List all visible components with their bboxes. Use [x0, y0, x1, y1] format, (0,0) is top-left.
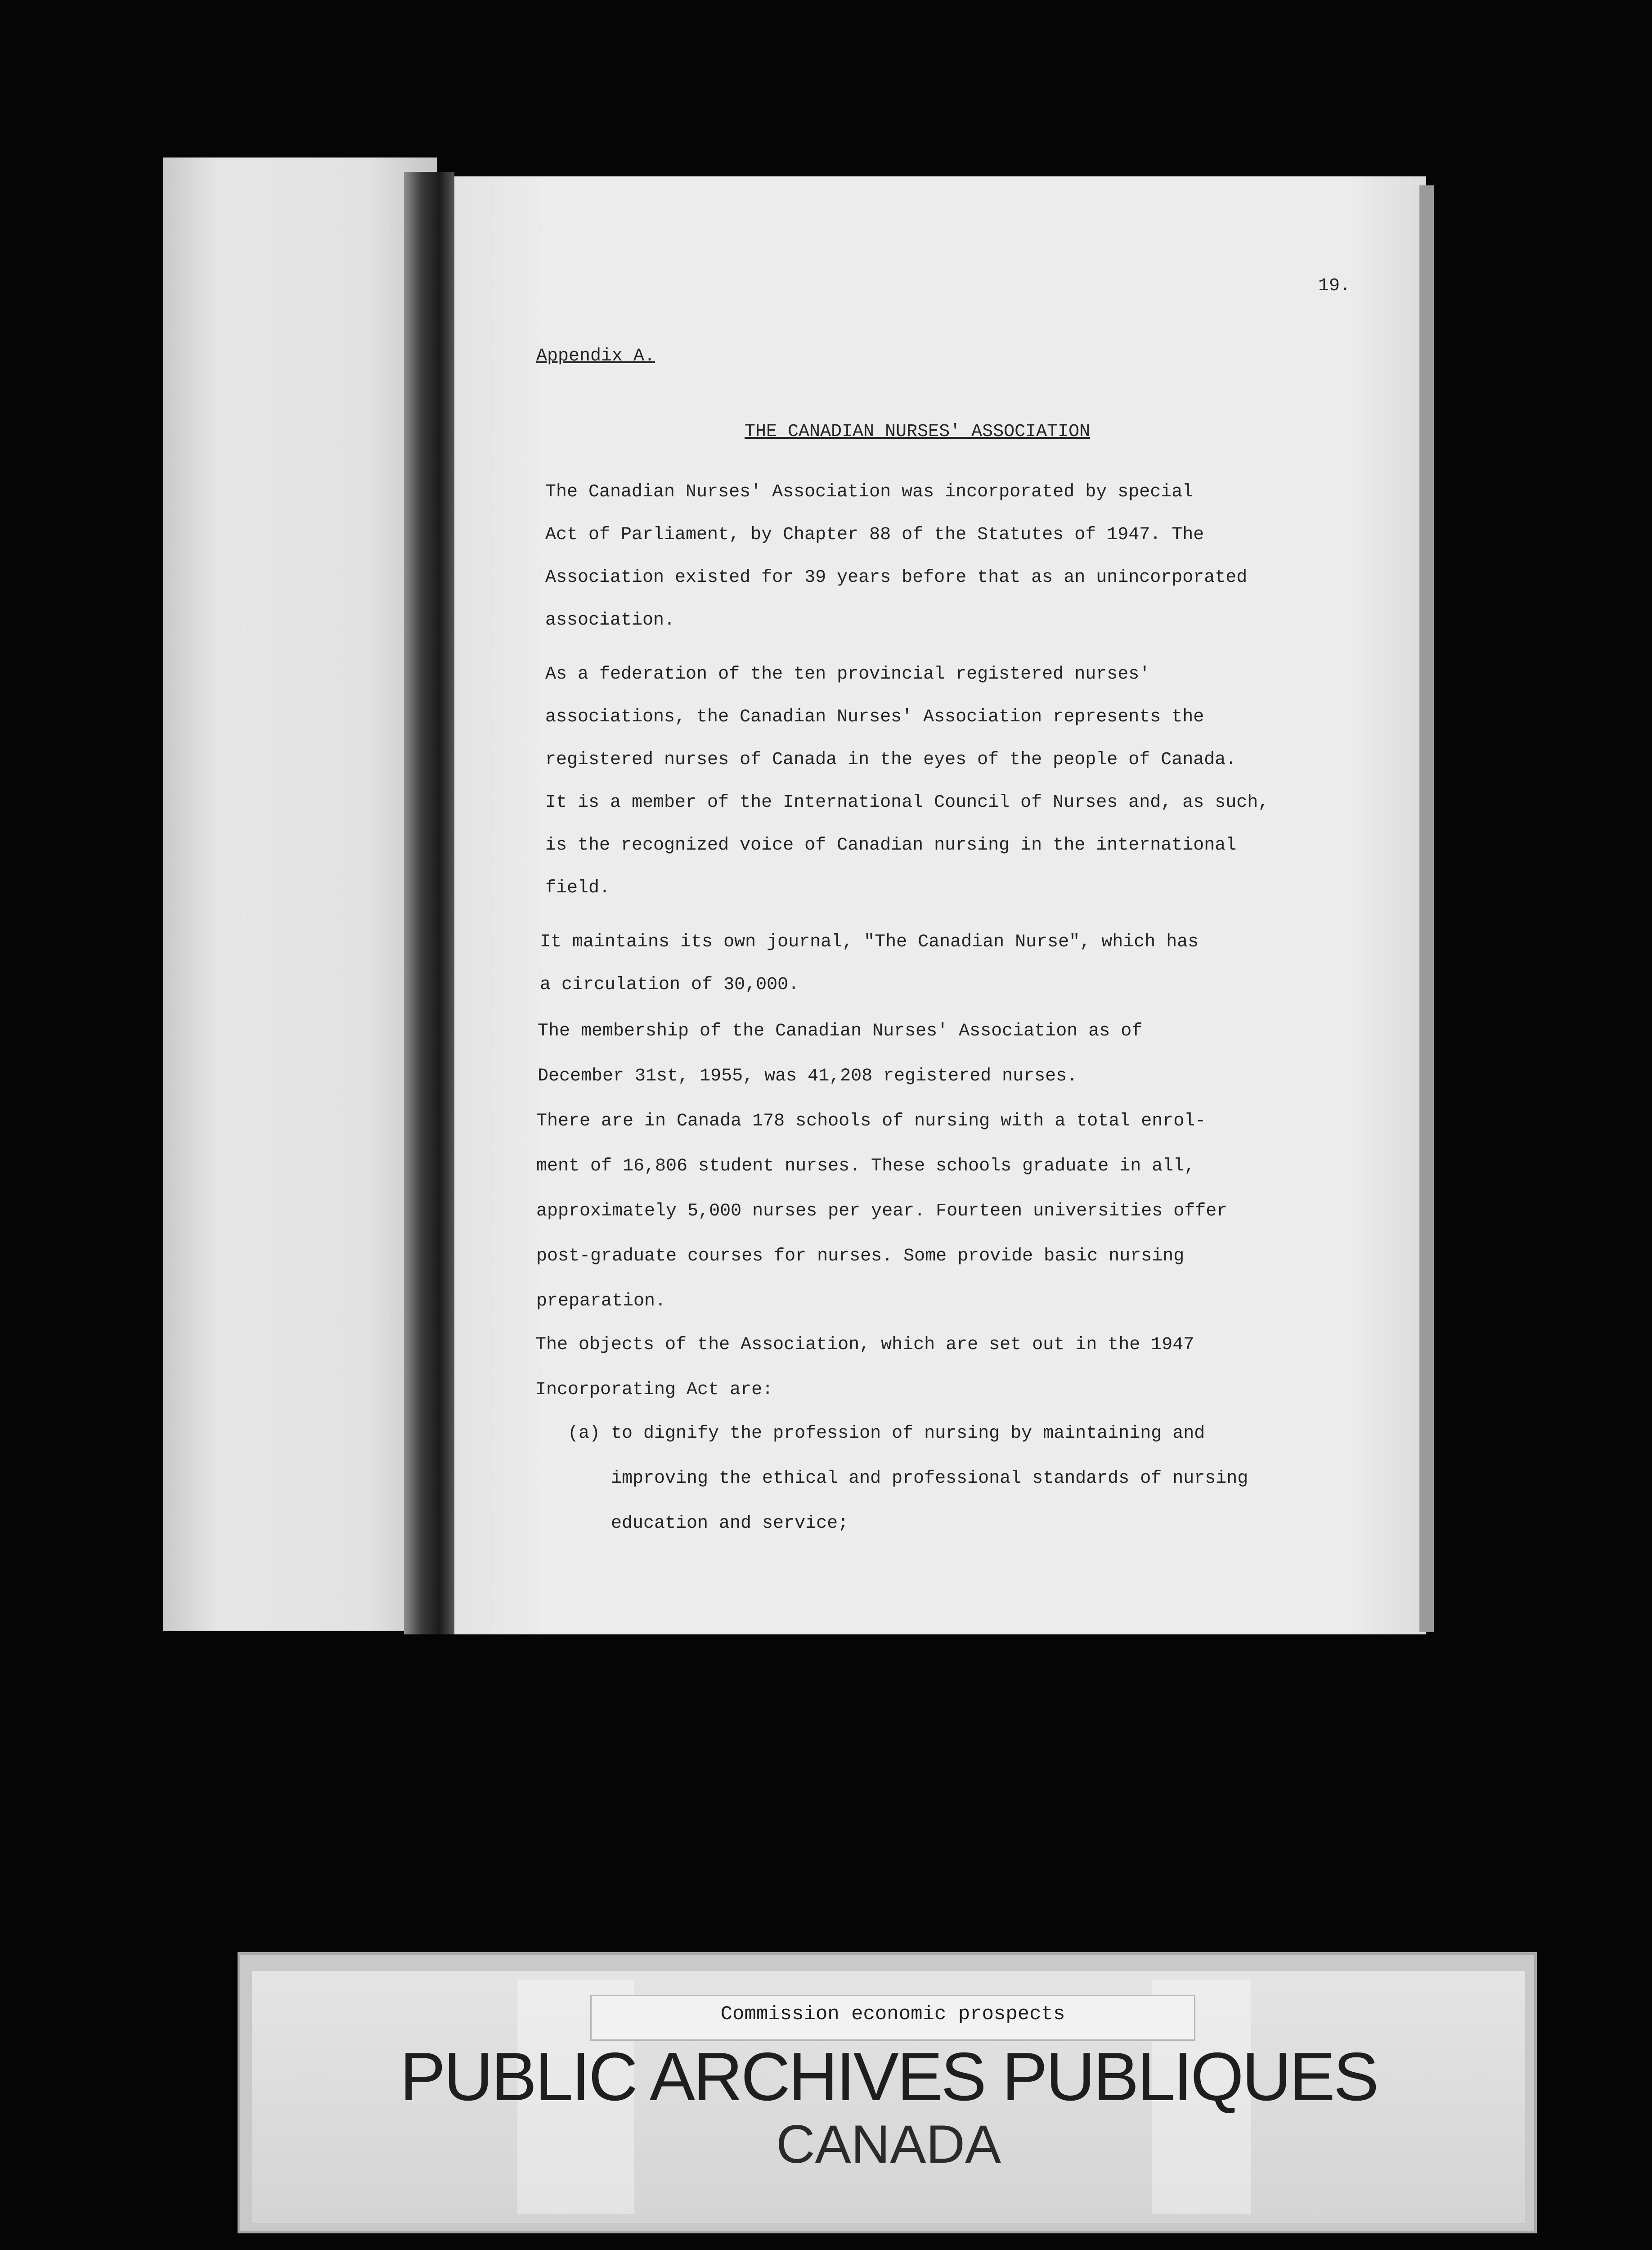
text-line: post-graduate courses for nurses. Some provide basic nursing [536, 1246, 1185, 1266]
list-item-marker: (a) [568, 1423, 601, 1444]
text-line: to dignify the profession of nursing by maintaining and [611, 1423, 1205, 1444]
text-line: The Canadian Nurses' Association was incorporated by special [545, 482, 1194, 502]
text-line: The membership of the Canadian Nurses' Association as of [538, 1021, 1143, 1041]
appendix-label: Appendix A. [536, 346, 655, 366]
text-line: December 31st, 1955, was 41,208 registered nurses. [538, 1066, 1078, 1086]
text-line: a circulation of 30,000. [540, 975, 799, 995]
text-line: ment of 16,806 student nurses. These schools graduate in all, [536, 1156, 1195, 1176]
text-line: registered nurses of Canada in the eyes of the people of Canada. [545, 750, 1237, 770]
document-page [450, 176, 1426, 1634]
text-line: preparation. [536, 1291, 666, 1311]
text-line: The objects of the Association, which are set out in the 1947 [535, 1335, 1194, 1355]
text-line: It maintains its own journal, "The Canadian Nurse", which has [540, 932, 1199, 952]
text-line: association. [545, 610, 675, 630]
archive-caption: Commission economic prospects [720, 2003, 1065, 2025]
page-number: 19. [1318, 276, 1351, 296]
text-line: improving the ethical and professional standards of nursing [611, 1468, 1248, 1489]
archive-institution: PUBLIC ARCHIVES PUBLIQUES [400, 2038, 1378, 2115]
text-line: approximately 5,000 nurses per year. Fourteen universities offer [536, 1201, 1228, 1221]
text-line: associations, the Canadian Nurses' Association represents the [545, 707, 1204, 727]
page-edge [1419, 185, 1434, 1632]
archive-country: CANADA [776, 2114, 1001, 2174]
binding-gutter [404, 172, 454, 1634]
text-line: Association existed for 39 years before that as an unincorporated [545, 567, 1248, 588]
text-line: There are in Canada 178 schools of nursing with a total enrol- [536, 1111, 1206, 1131]
text-line: Incorporating Act are: [535, 1380, 773, 1400]
left-page [163, 158, 437, 1631]
text-line: As a federation of the ten provincial registered nurses' [545, 664, 1150, 684]
text-line: It is a member of the International Council of Nurses and, as such, [545, 792, 1269, 813]
text-line: is the recognized voice of Canadian nursing in the international [545, 835, 1237, 855]
text-line: field. [545, 878, 611, 898]
document-title: THE CANADIAN NURSES' ASSOCIATION [745, 422, 1091, 442]
text-line: Act of Parliament, by Chapter 88 of the Statutes of 1947. The [545, 525, 1204, 545]
text-line: education and service; [611, 1513, 849, 1534]
